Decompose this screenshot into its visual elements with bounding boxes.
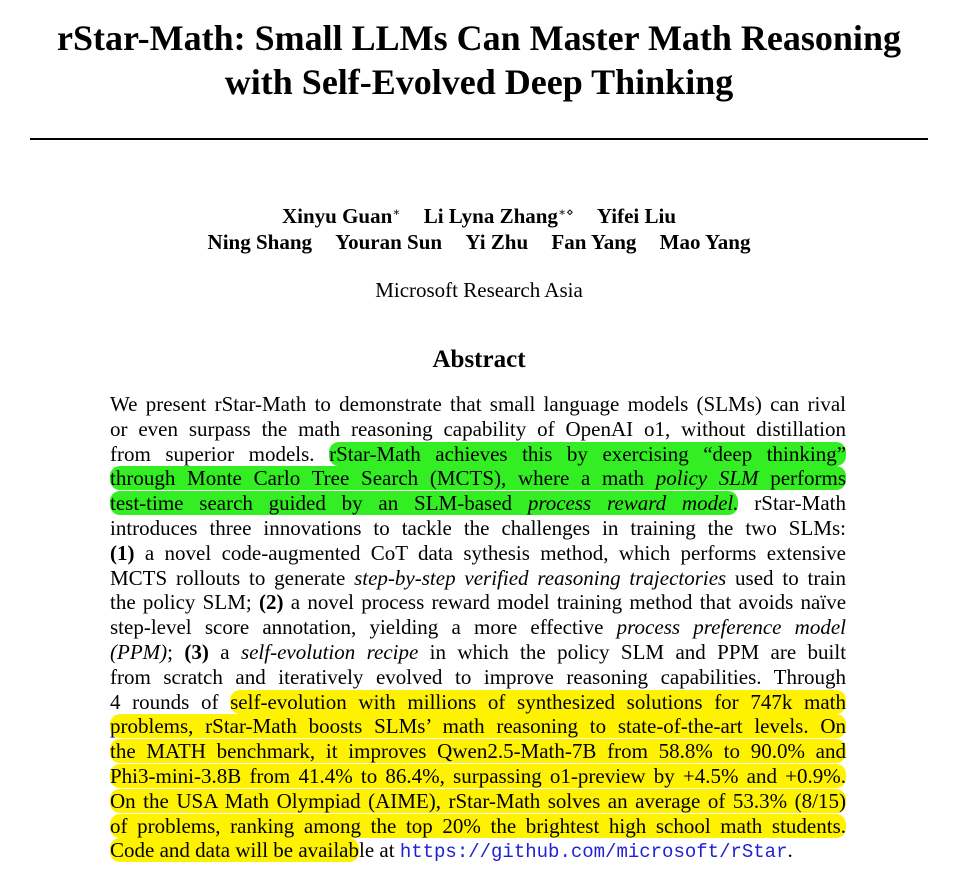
abstract-line: Code and data will be available at https://github.com/microsoft/rStar.	[110, 838, 793, 864]
yellow-highlight: of problems, ranking among the top 20% the brightest high school math students.	[110, 813, 846, 838]
abstract-line: test-time search guided by an SLM-based process reward model. rStar-Math	[110, 491, 847, 516]
author: Mao Yang	[659, 230, 751, 254]
abstract-heading: Abstract	[432, 346, 526, 373]
yellow-highlight: Code and data will be availab	[110, 838, 359, 863]
abstract-line	[110, 814, 846, 839]
author: Li Lyna Zhang∗⋄	[423, 204, 574, 228]
author: Ning Shang	[207, 230, 312, 254]
author-mark: ∗	[392, 205, 401, 219]
abstract-line: step-level score annotation, yielding a more effective process preference model	[110, 615, 846, 640]
abstract-line: (PPM); (3) a self-evolution recipe in which the policy SLM and PPM are built	[110, 639, 847, 664]
yellow-highlight: self-evolution with millions of synthesized solutions for 747k math	[230, 689, 846, 714]
abstract-line	[110, 466, 846, 491]
abstract-line	[110, 764, 846, 789]
author: Yifei Liu	[596, 204, 676, 228]
abstract-line	[110, 714, 846, 739]
yellow-highlight: On the USA Math Olympiad (AIME), rStar-Math solves an average of 53.3% (8/15)	[110, 788, 846, 813]
abstract-line: MCTS rollouts to generate step-by-step verified reasoning trajectories used to train	[110, 565, 847, 590]
title-line-2: with Self-Evolved Deep Thinking	[224, 62, 734, 102]
abstract-line: from scratch and iteratively evolved to improve reasoning capabilities. Through	[110, 664, 846, 689]
author: Youran Sun	[335, 230, 443, 254]
abstract-line: the policy SLM; (2) a novel process reward model training method that avoids naïve	[110, 590, 847, 615]
author-row-1	[0, 203, 958, 229]
abstract-line	[110, 789, 846, 814]
author-mark: ∗⋄	[557, 205, 574, 219]
author-row-2	[0, 229, 958, 255]
yellow-highlight: problems, rStar-Math boosts SLMs’ math reasoning to state-of-the-art levels. On	[110, 714, 846, 739]
yellow-highlight: Phi3-mini-3.8B from 41.4% to 86.4%, surpassing o1-preview by +4.5% and +0.9%.	[110, 763, 846, 788]
green-highlight: test-time search guided by an SLM-based process reward model.	[110, 491, 739, 516]
abstract-line	[110, 739, 846, 764]
github-link[interactable]: https://github.com/microsoft/rStar	[399, 841, 788, 864]
green-highlight: rStar-Math achieves this by exercising “deep thinking”	[329, 441, 847, 466]
affiliation: Microsoft Research Asia	[375, 278, 583, 302]
abstract-line: (1) a novel code-augmented CoT data sythesis method, which performs extensive	[110, 540, 847, 565]
abstract-line: 4 rounds of self-evolution with millions of synthesized solutions for 747k math	[110, 689, 846, 714]
title-line-1: rStar-Math: Small LLMs Can Master Math Reasoning	[57, 18, 901, 58]
author-list	[0, 203, 958, 255]
title-rule	[30, 138, 928, 140]
author: Yi Zhu	[465, 230, 529, 254]
paper-title	[0, 16, 958, 104]
abstract-line: introduces three innovations to tackle the challenges in training the two SLMs:	[110, 515, 846, 540]
yellow-highlight: the MATH benchmark, it improves Qwen2.5-Math-7B from 58.8% to 90.0% and	[110, 739, 846, 764]
abstract-body	[110, 392, 846, 863]
author: Xinyu Guan∗	[281, 204, 401, 228]
abstract-line: We present rStar-Math to demonstrate that small language models (SLMs) can rival	[110, 392, 846, 416]
abstract-line: or even surpass the math reasoning capability of OpenAI o1, without distillation	[110, 416, 846, 441]
abstract-line: from superior models. rStar-Math achieves this by exercising “deep thinking”	[110, 441, 847, 466]
green-highlight: through Monte Carlo Tree Search (MCTS), where a math policy SLM performs	[110, 466, 847, 491]
author: Fan Yang	[551, 230, 637, 254]
